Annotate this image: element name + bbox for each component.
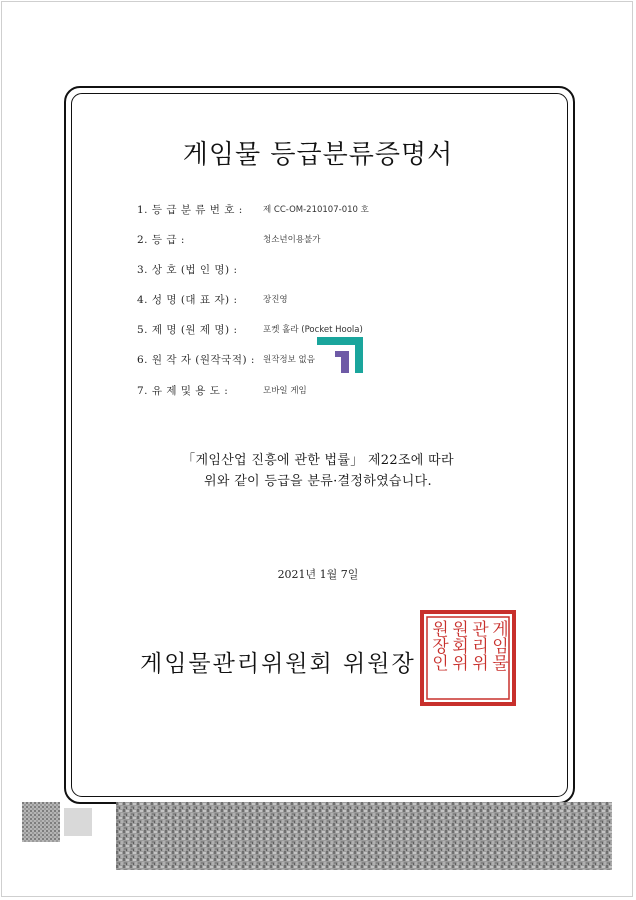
field-label: 7. 유 제 및 용 도 : bbox=[137, 385, 229, 397]
seal-column-2: 관리위 bbox=[468, 620, 488, 671]
issuer-name: 게임물관리위원회 위원장 bbox=[140, 651, 416, 677]
field-label: 5. 제 명 (원 제 명) : bbox=[137, 324, 238, 336]
seal-lettering bbox=[428, 619, 508, 672]
seal-column-1: 게임물 bbox=[488, 620, 508, 671]
decision-statement-line: 위와 같이 등급을 분류·결정하였습니다. bbox=[204, 474, 432, 489]
field-value: 청소년이용불가 bbox=[263, 235, 321, 245]
field-label: 4. 성 명 (대 표 자) : bbox=[137, 294, 238, 306]
redacted-qr-code bbox=[22, 802, 94, 842]
field-label: 2. 등 급 : bbox=[137, 234, 185, 246]
field-value: 장진영 bbox=[263, 295, 288, 305]
field-value: 원작정보 없음 bbox=[263, 355, 315, 365]
official-seal-stamp bbox=[420, 610, 516, 706]
issue-date: 2021년 1월 7일 bbox=[277, 568, 359, 581]
seal-column-3: 원회위 bbox=[448, 620, 468, 671]
watermark-purple-bracket bbox=[335, 351, 349, 373]
field-label: 3. 상 호 (법 인 명) : bbox=[137, 264, 238, 276]
field-value: 모바일 게임 bbox=[263, 386, 307, 396]
field-value: 포켓 홀라 (Pocket Hoola) bbox=[263, 325, 363, 335]
legal-basis-line: 「게임산업 진흥에 관한 법률」 제22조에 따라 bbox=[182, 453, 454, 468]
field-value: 제 CC-OM-210107-010 호 bbox=[263, 205, 369, 215]
seal-column-4: 원장인 bbox=[428, 620, 448, 671]
field-label: 6. 원 작 자 (원작국적) : bbox=[137, 354, 255, 366]
redacted-barcode-area bbox=[116, 802, 612, 870]
certificate-title: 게임물 등급분류증명서 bbox=[182, 140, 454, 170]
watermark-logo-icon bbox=[313, 333, 365, 373]
field-label: 1. 등 급 분 류 번 호 : bbox=[137, 204, 243, 216]
